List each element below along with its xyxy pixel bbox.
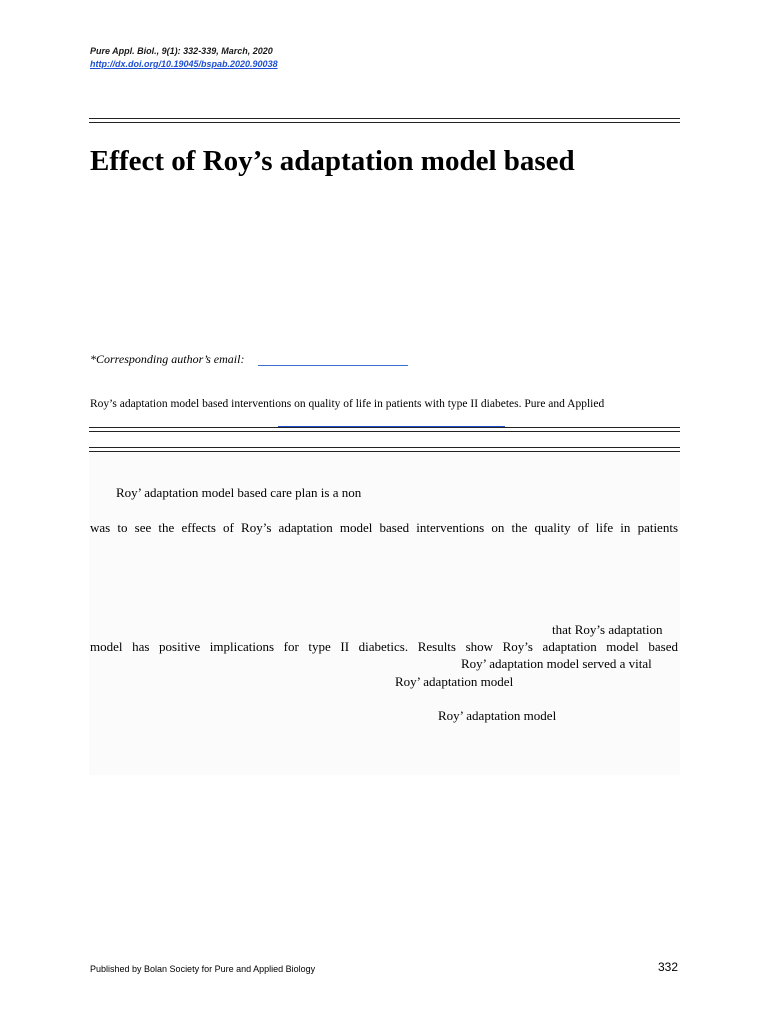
- title-rule-top: [89, 118, 680, 123]
- journal-reference: Pure Appl. Biol., 9(1): 332-339, March, 2020: [90, 46, 273, 56]
- citation-rule: [89, 427, 680, 432]
- abstract-line: that Roy’s adaptation: [552, 622, 663, 637]
- abstract-line: Roy’ adaptation model served a vital: [461, 656, 652, 671]
- abstract-line: model has positive implications for type II diabetics. Results show Roy’s adaptation model based: [90, 639, 678, 654]
- doi-link[interactable]: http://dx.doi.org/10.19045/bspab.2020.90038: [90, 59, 278, 69]
- page-number: 332: [657, 960, 678, 974]
- article-title: Effect of Roy’s adaptation model based: [90, 145, 575, 177]
- corresponding-author-label: *Corresponding author’s email:: [90, 352, 245, 366]
- corresponding-email-link[interactable]: [258, 365, 408, 366]
- abstract-line: Roy’ adaptation model: [438, 708, 557, 723]
- citation-text: Roy’s adaptation model based interventions on quality of life in patients with type II diabetes. Pure and Applied: [90, 398, 605, 410]
- abstract-line: was to see the effects of Roy’s adaptation model based interventions on the quality of life in patients: [90, 520, 678, 535]
- abstract-line: Roy’ adaptation model: [395, 674, 514, 689]
- publisher-footer: Published by Bolan Society for Pure and Applied Biology: [90, 964, 316, 974]
- abstract-line: Roy’ adaptation model based care plan is a non: [116, 485, 362, 500]
